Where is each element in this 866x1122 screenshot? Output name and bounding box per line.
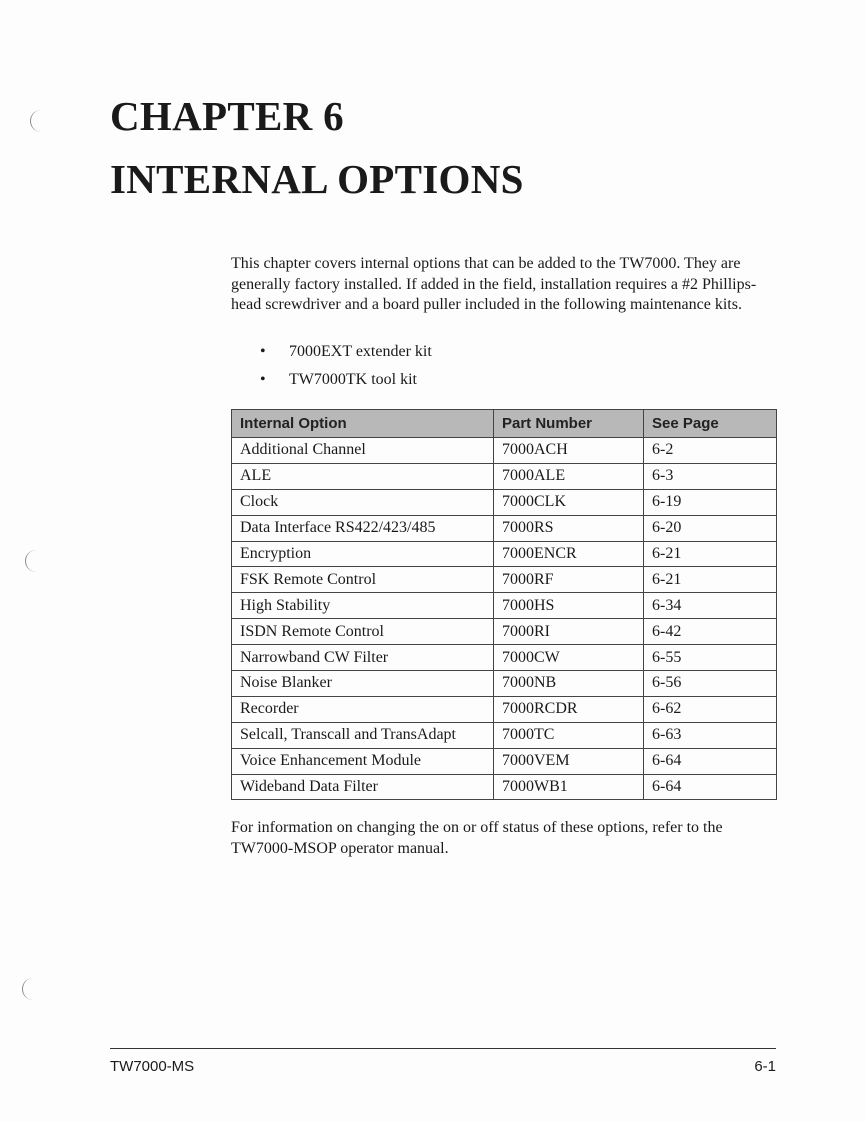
see-page: 6-21 xyxy=(644,567,777,593)
part-number: 7000NB xyxy=(494,671,644,697)
part-number: 7000CW xyxy=(494,645,644,671)
table-header-row xyxy=(232,410,777,438)
see-page: 6-3 xyxy=(644,463,777,489)
table-row xyxy=(232,722,777,748)
see-page: 6-19 xyxy=(644,489,777,515)
option-name: Encryption xyxy=(232,541,494,567)
option-name: High Stability xyxy=(232,593,494,619)
part-number: 7000RS xyxy=(494,515,644,541)
option-name: Narrowband CW Filter xyxy=(232,645,494,671)
part-number: 7000RCDR xyxy=(494,696,644,722)
part-number: 7000ACH xyxy=(494,438,644,464)
outro-paragraph: For information on changing the on or off status of these options, refer to the TW7000-MSOP operator manual. xyxy=(231,819,723,857)
bullet-item: • 7000EXT extender kit xyxy=(260,343,432,360)
part-number: 7000ENCR xyxy=(494,541,644,567)
table-row xyxy=(232,463,777,489)
table-row xyxy=(232,696,777,722)
chapter-title: INTERNAL OPTIONS xyxy=(110,156,524,202)
part-number: 7000CLK xyxy=(494,489,644,515)
bullet-text: 7000EXT extender kit xyxy=(289,343,432,360)
binder-hole-mark xyxy=(22,978,37,1000)
see-page: 6-42 xyxy=(644,619,777,645)
table-row xyxy=(232,489,777,515)
option-name: ALE xyxy=(232,463,494,489)
footer-divider xyxy=(110,1048,776,1049)
part-number: 7000RF xyxy=(494,567,644,593)
table-row xyxy=(232,515,777,541)
table-row xyxy=(232,748,777,774)
header-part-number: Part Number xyxy=(494,410,644,438)
see-page: 6-2 xyxy=(644,438,777,464)
see-page: 6-64 xyxy=(644,774,777,800)
part-number: 7000HS xyxy=(494,593,644,619)
table-row xyxy=(232,774,777,800)
table-row xyxy=(232,671,777,697)
header-see-page: See Page xyxy=(644,410,777,438)
option-name: Recorder xyxy=(232,696,494,722)
option-name: Data Interface RS422/423/485 xyxy=(232,515,494,541)
option-name: ISDN Remote Control xyxy=(232,619,494,645)
see-page: 6-62 xyxy=(644,696,777,722)
chapter-number: CHAPTER 6 xyxy=(110,93,344,139)
table-row xyxy=(232,619,777,645)
part-number: 7000ALE xyxy=(494,463,644,489)
intro-paragraph: This chapter covers internal options that can be added to the TW7000. They are generally factory installed. If added in the field, installation requires a #2 Phillips-head screwdriver and a board puller included in the following maintenance kits. xyxy=(231,255,757,313)
table-row xyxy=(232,593,777,619)
see-page: 6-21 xyxy=(644,541,777,567)
option-name: Additional Channel xyxy=(232,438,494,464)
footer-doc-id: TW7000-MS xyxy=(110,1058,195,1075)
part-number: 7000RI xyxy=(494,619,644,645)
binder-hole-mark xyxy=(30,110,45,132)
part-number: 7000TC xyxy=(494,722,644,748)
option-name: Voice Enhancement Module xyxy=(232,748,494,774)
binder-hole-mark xyxy=(25,550,40,572)
options-table xyxy=(231,409,777,800)
bullet-text: TW7000TK tool kit xyxy=(289,371,417,388)
part-number: 7000VEM xyxy=(494,748,644,774)
option-name: FSK Remote Control xyxy=(232,567,494,593)
option-name: Wideband Data Filter xyxy=(232,774,494,800)
see-page: 6-20 xyxy=(644,515,777,541)
see-page: 6-55 xyxy=(644,645,777,671)
option-name: Clock xyxy=(232,489,494,515)
see-page: 6-56 xyxy=(644,671,777,697)
part-number: 7000WB1 xyxy=(494,774,644,800)
table-row xyxy=(232,645,777,671)
see-page: 6-63 xyxy=(644,722,777,748)
bullet-item: • TW7000TK tool kit xyxy=(260,371,417,388)
see-page: 6-34 xyxy=(644,593,777,619)
see-page: 6-64 xyxy=(644,748,777,774)
option-name: Noise Blanker xyxy=(232,671,494,697)
table-row xyxy=(232,541,777,567)
footer-page-number: 6-1 xyxy=(754,1058,776,1075)
header-internal-option: Internal Option xyxy=(232,410,494,438)
table-row xyxy=(232,567,777,593)
table-row xyxy=(232,438,777,464)
option-name: Selcall, Transcall and TransAdapt xyxy=(232,722,494,748)
